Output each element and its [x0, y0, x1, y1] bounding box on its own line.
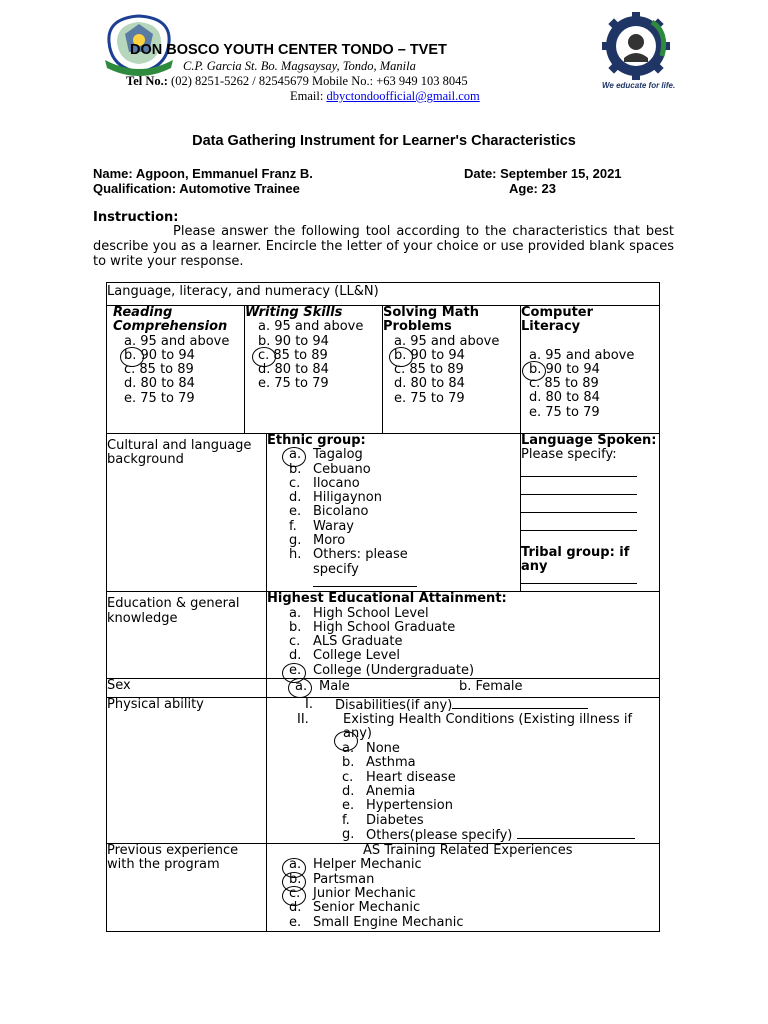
lln-computer-cell [521, 306, 660, 434]
male-option: Male [319, 679, 350, 695]
health-num: II. [297, 712, 309, 728]
list-item: b. 90 to 94 [529, 363, 659, 377]
email-link[interactable]: dbyctondoofficial@gmail.com [326, 89, 480, 103]
lln-reading-cell [107, 306, 245, 434]
list-item: e. 75 to 79 [394, 390, 465, 406]
education-items [267, 607, 659, 678]
education-cell [267, 592, 660, 679]
instruction-body: Please answer the following tool according to the characteristics that best describe you as a learner. Encircle the letter of your choice or use provided blank spaces to write your response. [93, 224, 674, 269]
lln-math-cell [383, 306, 521, 434]
list-item: Ilocano [313, 475, 360, 491]
list-item: College Level [313, 648, 400, 664]
list-item: e. 75 to 79 [529, 404, 600, 420]
list-item: Small Engine Mechanic [313, 914, 464, 930]
sex-cell [267, 679, 660, 698]
experience-label-cell [107, 844, 267, 932]
disabilities-row [267, 698, 659, 713]
list-item: Waray [313, 518, 354, 534]
list-item: College (Undergraduate) [313, 662, 475, 678]
list-item: e. 75 to 79 [124, 390, 195, 406]
tribal-blank[interactable] [521, 575, 637, 584]
learner-qualification: Qualification: Automotive Trainee [93, 181, 300, 196]
ethnic-options [267, 448, 520, 591]
document-title: Data Gathering Instrument for Learner's Characteristics [192, 133, 576, 149]
language-blank-2[interactable] [521, 481, 637, 495]
learner-age: Age: 23 [509, 181, 556, 196]
sex-label-cell [107, 679, 267, 698]
language-prompt: Please specify: [521, 447, 617, 463]
list-item: b. 90 to 94 [258, 333, 329, 349]
instruction-label: Instruction: [93, 210, 179, 225]
disabilities-blank[interactable] [452, 698, 588, 709]
math-heading: Solving Math Problems [383, 305, 479, 335]
list-item: Bicolano [313, 504, 369, 520]
ethnic-specify-blank[interactable] [313, 581, 417, 587]
list-item: a. 95 and above [394, 333, 500, 349]
experience-heading: AS Training Related Experiences [363, 843, 573, 859]
org-telephone [126, 74, 468, 89]
list-item: b. 90 to 94 [394, 349, 520, 363]
tel-value: (02) 8251-5262 / 82545679 Mobile No.: +63 949 103 8045 [167, 74, 468, 88]
education-options [267, 607, 659, 678]
computer-heading: Computer Literacy [521, 305, 594, 335]
list-item: Partsman [313, 871, 375, 887]
health-letters: a. b. c. d. e. f. g. [342, 741, 355, 842]
list-item: d. 80 to 84 [529, 390, 600, 406]
list-item: c. 85 to 89 [258, 349, 382, 363]
list-item: d. 80 to 84 [258, 362, 329, 378]
list-item: None [366, 741, 400, 757]
reading-options [113, 335, 244, 406]
list-item: d. 80 to 84 [124, 376, 195, 392]
computer-options [521, 349, 659, 420]
disabilities-text: Disabilities(if any) [335, 698, 588, 713]
email-label: Email: [290, 89, 327, 103]
cultural-label-cell [107, 434, 267, 592]
lln-writing-cell [245, 306, 383, 434]
physical-label-cell [107, 698, 267, 844]
list-item: b. 90 to 94 [124, 349, 244, 363]
language-heading: Language Spoken: [521, 433, 657, 448]
list-item: Moro [313, 533, 346, 549]
ethnic-group-cell [267, 434, 521, 592]
list-item: Hiligaynon [313, 490, 382, 506]
experience-items [267, 858, 659, 929]
list-item: Asthma [366, 755, 416, 771]
list-item: Tagalog [313, 447, 363, 463]
list-item: specify [313, 561, 359, 577]
tel-label: Tel No.: [126, 74, 168, 88]
list-item: a. 95 and above [529, 347, 635, 363]
org-email [290, 89, 480, 104]
education-letters: a. b. c. d. e. [289, 605, 302, 678]
instruction-text [93, 224, 674, 269]
characteristics-form-table [106, 282, 660, 932]
gear-emblem-right-logo [600, 12, 675, 92]
tribal-heading: Tribal group: if any [521, 544, 630, 575]
list-item: Anemia [366, 783, 416, 799]
language-cell [521, 434, 660, 592]
form-date: Date: September 15, 2021 [464, 166, 622, 181]
list-item: c. 85 to 89 [124, 362, 194, 378]
ethnic-letters: a. b. c. d. e. f. g. h. [289, 447, 302, 563]
experience-letters: a. b. c. d. e. [289, 857, 302, 930]
list-item: Helper Mechanic [313, 857, 422, 873]
health-options [267, 742, 659, 843]
list-item: Others(please specify) [366, 828, 659, 843]
education-heading: Highest Educational Attainment: [267, 591, 507, 607]
list-item: c. 85 to 89 [529, 376, 599, 392]
male-letter: a. [295, 679, 308, 695]
list-item: c. 85 to 89 [394, 362, 464, 378]
list-item: Heart disease [366, 769, 456, 785]
disabilities-num: I. [305, 697, 313, 713]
learner-name: Name: Agpoon, Emmanuel Franz B. [93, 166, 313, 181]
health-row [267, 713, 659, 742]
cultural-label: Cultural and language background [107, 438, 252, 468]
female-option: b. Female [459, 679, 523, 695]
education-label-cell [107, 592, 267, 679]
experience-label: Previous experience with the program [107, 843, 239, 873]
list-item: High School Level [313, 605, 429, 621]
math-options [383, 335, 520, 406]
education-label: Education & general knowledge [107, 596, 240, 626]
reading-heading: Reading Comprehension [113, 305, 228, 335]
list-item: e. 75 to 79 [258, 376, 329, 392]
list-item: Cebuano [313, 461, 371, 477]
sex-label: Sex [107, 678, 131, 694]
list-item: Junior Mechanic [313, 886, 416, 902]
list-item: d. 80 to 84 [394, 376, 465, 392]
ethnic-items [267, 448, 520, 591]
list-item: Others: please [313, 547, 408, 563]
lln-title: Language, literacy, and numeracy (LL&N) [107, 284, 379, 299]
health-heading-line1: Existing Health Conditions (Existing illness if [343, 712, 633, 728]
physical-cell [267, 698, 660, 844]
health-items [267, 742, 659, 843]
physical-label: Physical ability [107, 697, 204, 713]
list-item: Senior Mechanic [313, 900, 421, 916]
language-blank-3[interactable] [521, 499, 637, 513]
other-conditions-blank[interactable] [517, 828, 635, 839]
list-item: a. 95 and above [124, 333, 230, 349]
ethnic-heading: Ethnic group: [267, 433, 366, 448]
list-item: a. 95 and above [258, 319, 364, 335]
lln-title-cell [107, 283, 660, 306]
list-item: Hypertension [366, 798, 453, 814]
tagline-text: We educate for life. [602, 81, 675, 90]
language-blank-4[interactable] [521, 517, 637, 531]
health-heading-line2: any) [343, 726, 372, 742]
list-item: ALS Graduate [313, 634, 403, 650]
org-name: DON BOSCO YOUTH CENTER TONDO – TVET [130, 42, 447, 58]
experience-options [267, 858, 659, 929]
list-item: Diabetes [366, 812, 424, 828]
experience-cell [267, 844, 660, 932]
list-item: High School Graduate [313, 619, 456, 635]
writing-options [245, 320, 382, 391]
org-address: C.P. Garcia St. Bo. Magsaysay, Tondo, Manila [183, 59, 416, 73]
writing-heading: Writing Skills [245, 305, 343, 320]
language-blank-1[interactable] [521, 463, 637, 477]
